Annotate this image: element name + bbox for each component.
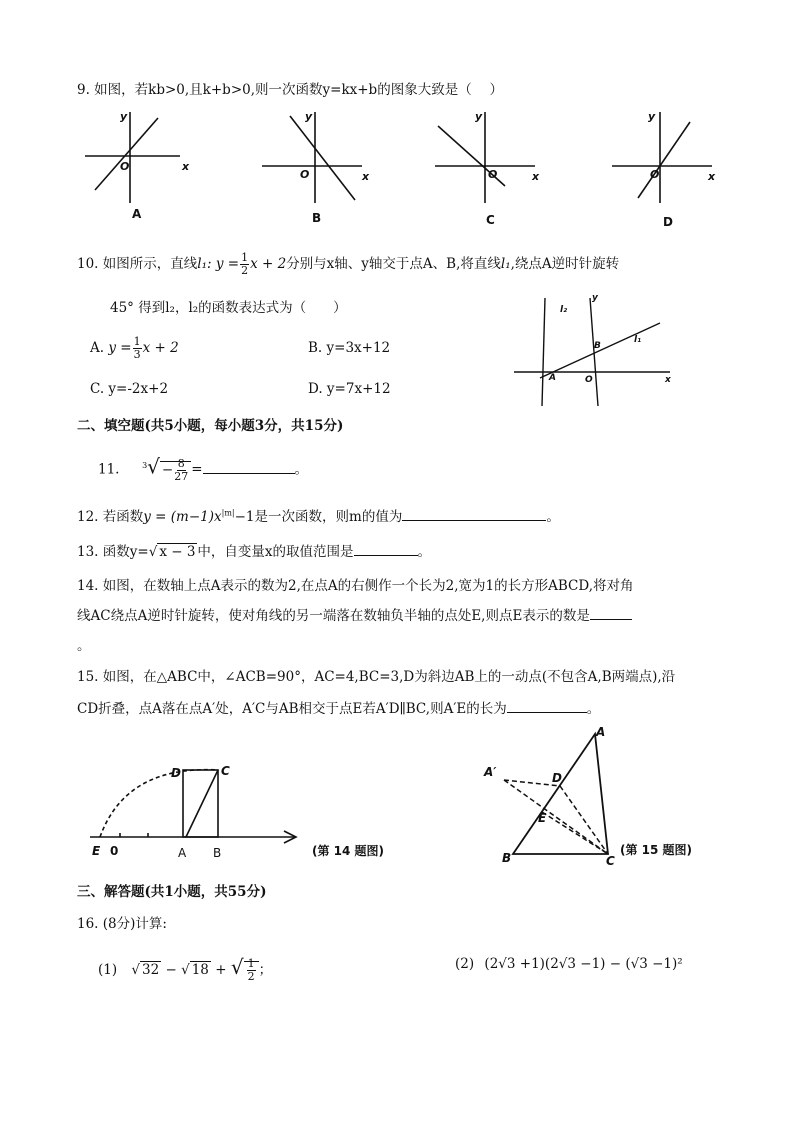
graph-a-x-label: x bbox=[182, 160, 190, 173]
q10-line-l2 bbox=[542, 298, 545, 406]
fig14-label-c: C bbox=[221, 764, 230, 778]
graph-a-origin: O bbox=[120, 160, 130, 173]
q10-x-label: x bbox=[665, 375, 671, 385]
q10-l2-label: l₂ bbox=[560, 305, 568, 315]
q16-title: 16. (8分)计算: bbox=[77, 916, 167, 932]
fig15-label-b: B bbox=[502, 851, 512, 865]
fig14-diagonal bbox=[186, 770, 218, 837]
fig14-arc bbox=[100, 770, 218, 837]
graph-d-origin: O bbox=[650, 168, 660, 181]
graph-a-y-label: y bbox=[120, 110, 128, 123]
fig15-label-ap: A′ bbox=[484, 765, 497, 779]
fig15-e-c bbox=[542, 812, 608, 854]
graph-c-y-label: y bbox=[475, 110, 483, 123]
q10-o-label: O bbox=[585, 375, 593, 385]
graph-d-y-label: y bbox=[648, 110, 656, 123]
q14-line2: 线AC绕点A逆时针旋转，使对角线的另一端落在数轴负半轴的点处E,则点E表示的数是 bbox=[77, 604, 632, 624]
q16-part2: (2) (2√3 +1)(2√3 −1) − (√3 −1)² bbox=[455, 956, 683, 972]
q15-blank bbox=[507, 698, 587, 713]
q10-l1-label: l₁ bbox=[634, 335, 642, 345]
q10-line2: 45° 得到l₂，l₂的函数表达式为（ ） bbox=[110, 300, 347, 316]
graph-b-line bbox=[290, 116, 355, 200]
fig14-label-b: B bbox=[213, 846, 222, 860]
fig15-label-d: D bbox=[552, 771, 562, 785]
fig14-label-a: A bbox=[178, 846, 187, 860]
graph-a-line bbox=[95, 118, 158, 190]
q10-figure bbox=[510, 288, 680, 410]
q9-graphs bbox=[80, 108, 740, 233]
q10-option-c: C. y=-2x+2 bbox=[90, 381, 169, 397]
q14-line3: 。 bbox=[77, 638, 91, 654]
graph-b-x-label: x bbox=[362, 170, 370, 183]
q10-option-a: A. y = $\frac{1}{3}$ x + 2 bbox=[90, 335, 179, 361]
q10-option-d: D. y=7x+12 bbox=[308, 381, 391, 397]
graph-a-label: A bbox=[132, 207, 142, 221]
q9-text: 9. 如图，若kb>0,且k+b>0,则一次函数y=kx+b的图象大致是（ ） bbox=[77, 82, 503, 98]
fig15-label-a: A bbox=[596, 725, 606, 739]
graph-d-x-label: x bbox=[708, 170, 716, 183]
graph-d-line bbox=[638, 122, 690, 198]
graph-b-label: B bbox=[312, 211, 322, 225]
q14-blank bbox=[590, 605, 632, 620]
q10-a-label: A bbox=[549, 373, 556, 383]
section-3-title: 三、解答题(共1小题，共55分) bbox=[77, 884, 267, 900]
q10-y-label: y bbox=[592, 293, 598, 303]
q15-line2: CD折叠，点A落在点A′处，A′C与AB相交于点E若A′D∥BC,则A′E的长为 。 bbox=[77, 697, 600, 717]
graph-b-origin: O bbox=[300, 168, 310, 181]
fig14-label-e: E bbox=[92, 844, 101, 858]
q11: 11. $^3$√ − $\frac{8}{27}$ = 。 bbox=[98, 454, 309, 483]
q13: 13. 函数y=√ x − 3 中，自变量x的取值范围是 。 bbox=[77, 540, 431, 560]
graph-c-x-label: x bbox=[532, 170, 540, 183]
fig15-d-c bbox=[560, 786, 608, 854]
graph-d-label: D bbox=[663, 215, 673, 229]
section-2-title: 二、填空题(共5小题，每小题3分，共15分) bbox=[77, 418, 344, 434]
fig15-caption: (第 15 题图) bbox=[620, 843, 693, 857]
fig14-caption: (第 14 题图) bbox=[312, 844, 385, 858]
q13-blank bbox=[354, 541, 418, 556]
fig15 bbox=[478, 722, 728, 867]
q16-part1: (1) √ 32 − √ 18 + √ $\frac{1}{2}$ ； bbox=[98, 955, 273, 983]
q10-option-b: B. y=3x+12 bbox=[308, 340, 391, 356]
fig14-label-d: D bbox=[171, 766, 181, 780]
graph-c-origin: O bbox=[488, 168, 498, 181]
fig14 bbox=[86, 755, 426, 867]
fig15-triangle bbox=[513, 734, 608, 854]
fig15-label-e: E bbox=[538, 811, 547, 825]
fig14-label-0: 0 bbox=[110, 844, 119, 858]
graph-c-label: C bbox=[486, 213, 495, 227]
q10-b-label: B bbox=[594, 341, 601, 351]
q11-blank bbox=[203, 459, 295, 474]
q15-line1: 15. 如图，在△ABC中，∠ACB=90°，AC=4,BC=3,D为斜边AB上的一动点(不包含A,B两端点),沿 bbox=[77, 669, 676, 685]
q14-line1: 14. 如图，在数轴上点A表示的数为2,在点A的右侧作一个长为2,宽为1的长方形ABCD,将对角 bbox=[77, 578, 634, 594]
q12: 12. 若函数$y = (m-1)x^{|m|}-1$是一次函数，则m的值为 。 bbox=[77, 505, 560, 525]
graph-b-y-label: y bbox=[305, 110, 313, 123]
fig15-label-c: C bbox=[606, 854, 615, 867]
q10-line1: 10. 如图所示，直线l₁: y = $\frac{1}{2}$ x + 2分别与x轴、y轴交于点A、B,将直线l₁,绕点A逆时针旋转 bbox=[77, 251, 620, 277]
q12-blank bbox=[402, 506, 546, 521]
